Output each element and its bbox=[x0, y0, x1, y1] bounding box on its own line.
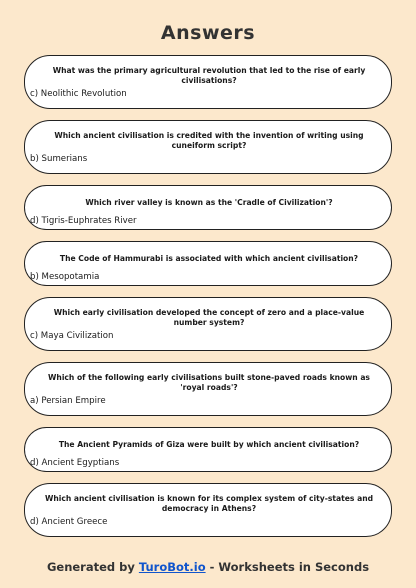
question-text: The Code of Hammurabi is associated with which ancient civilisation? bbox=[59, 254, 359, 263]
answer-text: d) Tigris-Euphrates River bbox=[30, 215, 137, 226]
answer-text: c) Maya Civilization bbox=[30, 331, 114, 341]
footer-suffix: - Worksheets in Seconds bbox=[205, 560, 370, 574]
question-text: Which river valley is known as the 'Cradle of Civilization'? bbox=[85, 198, 333, 207]
question-text: Which ancient civilisation is credited with the invention of writing using cuneiform script? bbox=[54, 131, 364, 150]
answer-card bbox=[24, 297, 392, 351]
answer-card bbox=[24, 55, 392, 109]
answer-list bbox=[24, 55, 392, 548]
answer-card bbox=[24, 241, 392, 286]
question-text: Which of the following early civilisations built stone-paved roads known as 'royal roads'? bbox=[48, 373, 370, 392]
answer-text: a) Persian Empire bbox=[30, 396, 106, 406]
answer-card bbox=[24, 427, 392, 472]
question-text: Which ancient civilisation is known for its complex system of city-states and democracy in Athens? bbox=[44, 494, 374, 513]
turobot-link[interactable]: TuroBot.io bbox=[138, 560, 206, 574]
answer-text: c) Neolithic Revolution bbox=[30, 89, 127, 99]
answer-card bbox=[24, 362, 392, 416]
answer-text: d) Ancient Egyptians bbox=[30, 457, 120, 468]
answer-text: b) Sumerians bbox=[30, 154, 88, 164]
question-text: The Ancient Pyramids of Giza were built by which ancient civilisation? bbox=[58, 440, 360, 449]
answer-text: d) Ancient Greece bbox=[30, 517, 108, 527]
question-text: Which early civilisation developed the concept of zero and a place-value number system? bbox=[53, 308, 365, 327]
footer-prefix: Generated by bbox=[46, 560, 139, 574]
answer-card bbox=[24, 120, 392, 174]
answer-text: b) Mesopotamia bbox=[30, 271, 100, 282]
page-title: Answers bbox=[160, 22, 256, 44]
answer-card bbox=[24, 483, 392, 537]
footer bbox=[0, 560, 416, 574]
question-text: What was the primary agricultural revolution that led to the rise of early civilisations? bbox=[52, 66, 366, 85]
answer-card bbox=[24, 185, 392, 230]
